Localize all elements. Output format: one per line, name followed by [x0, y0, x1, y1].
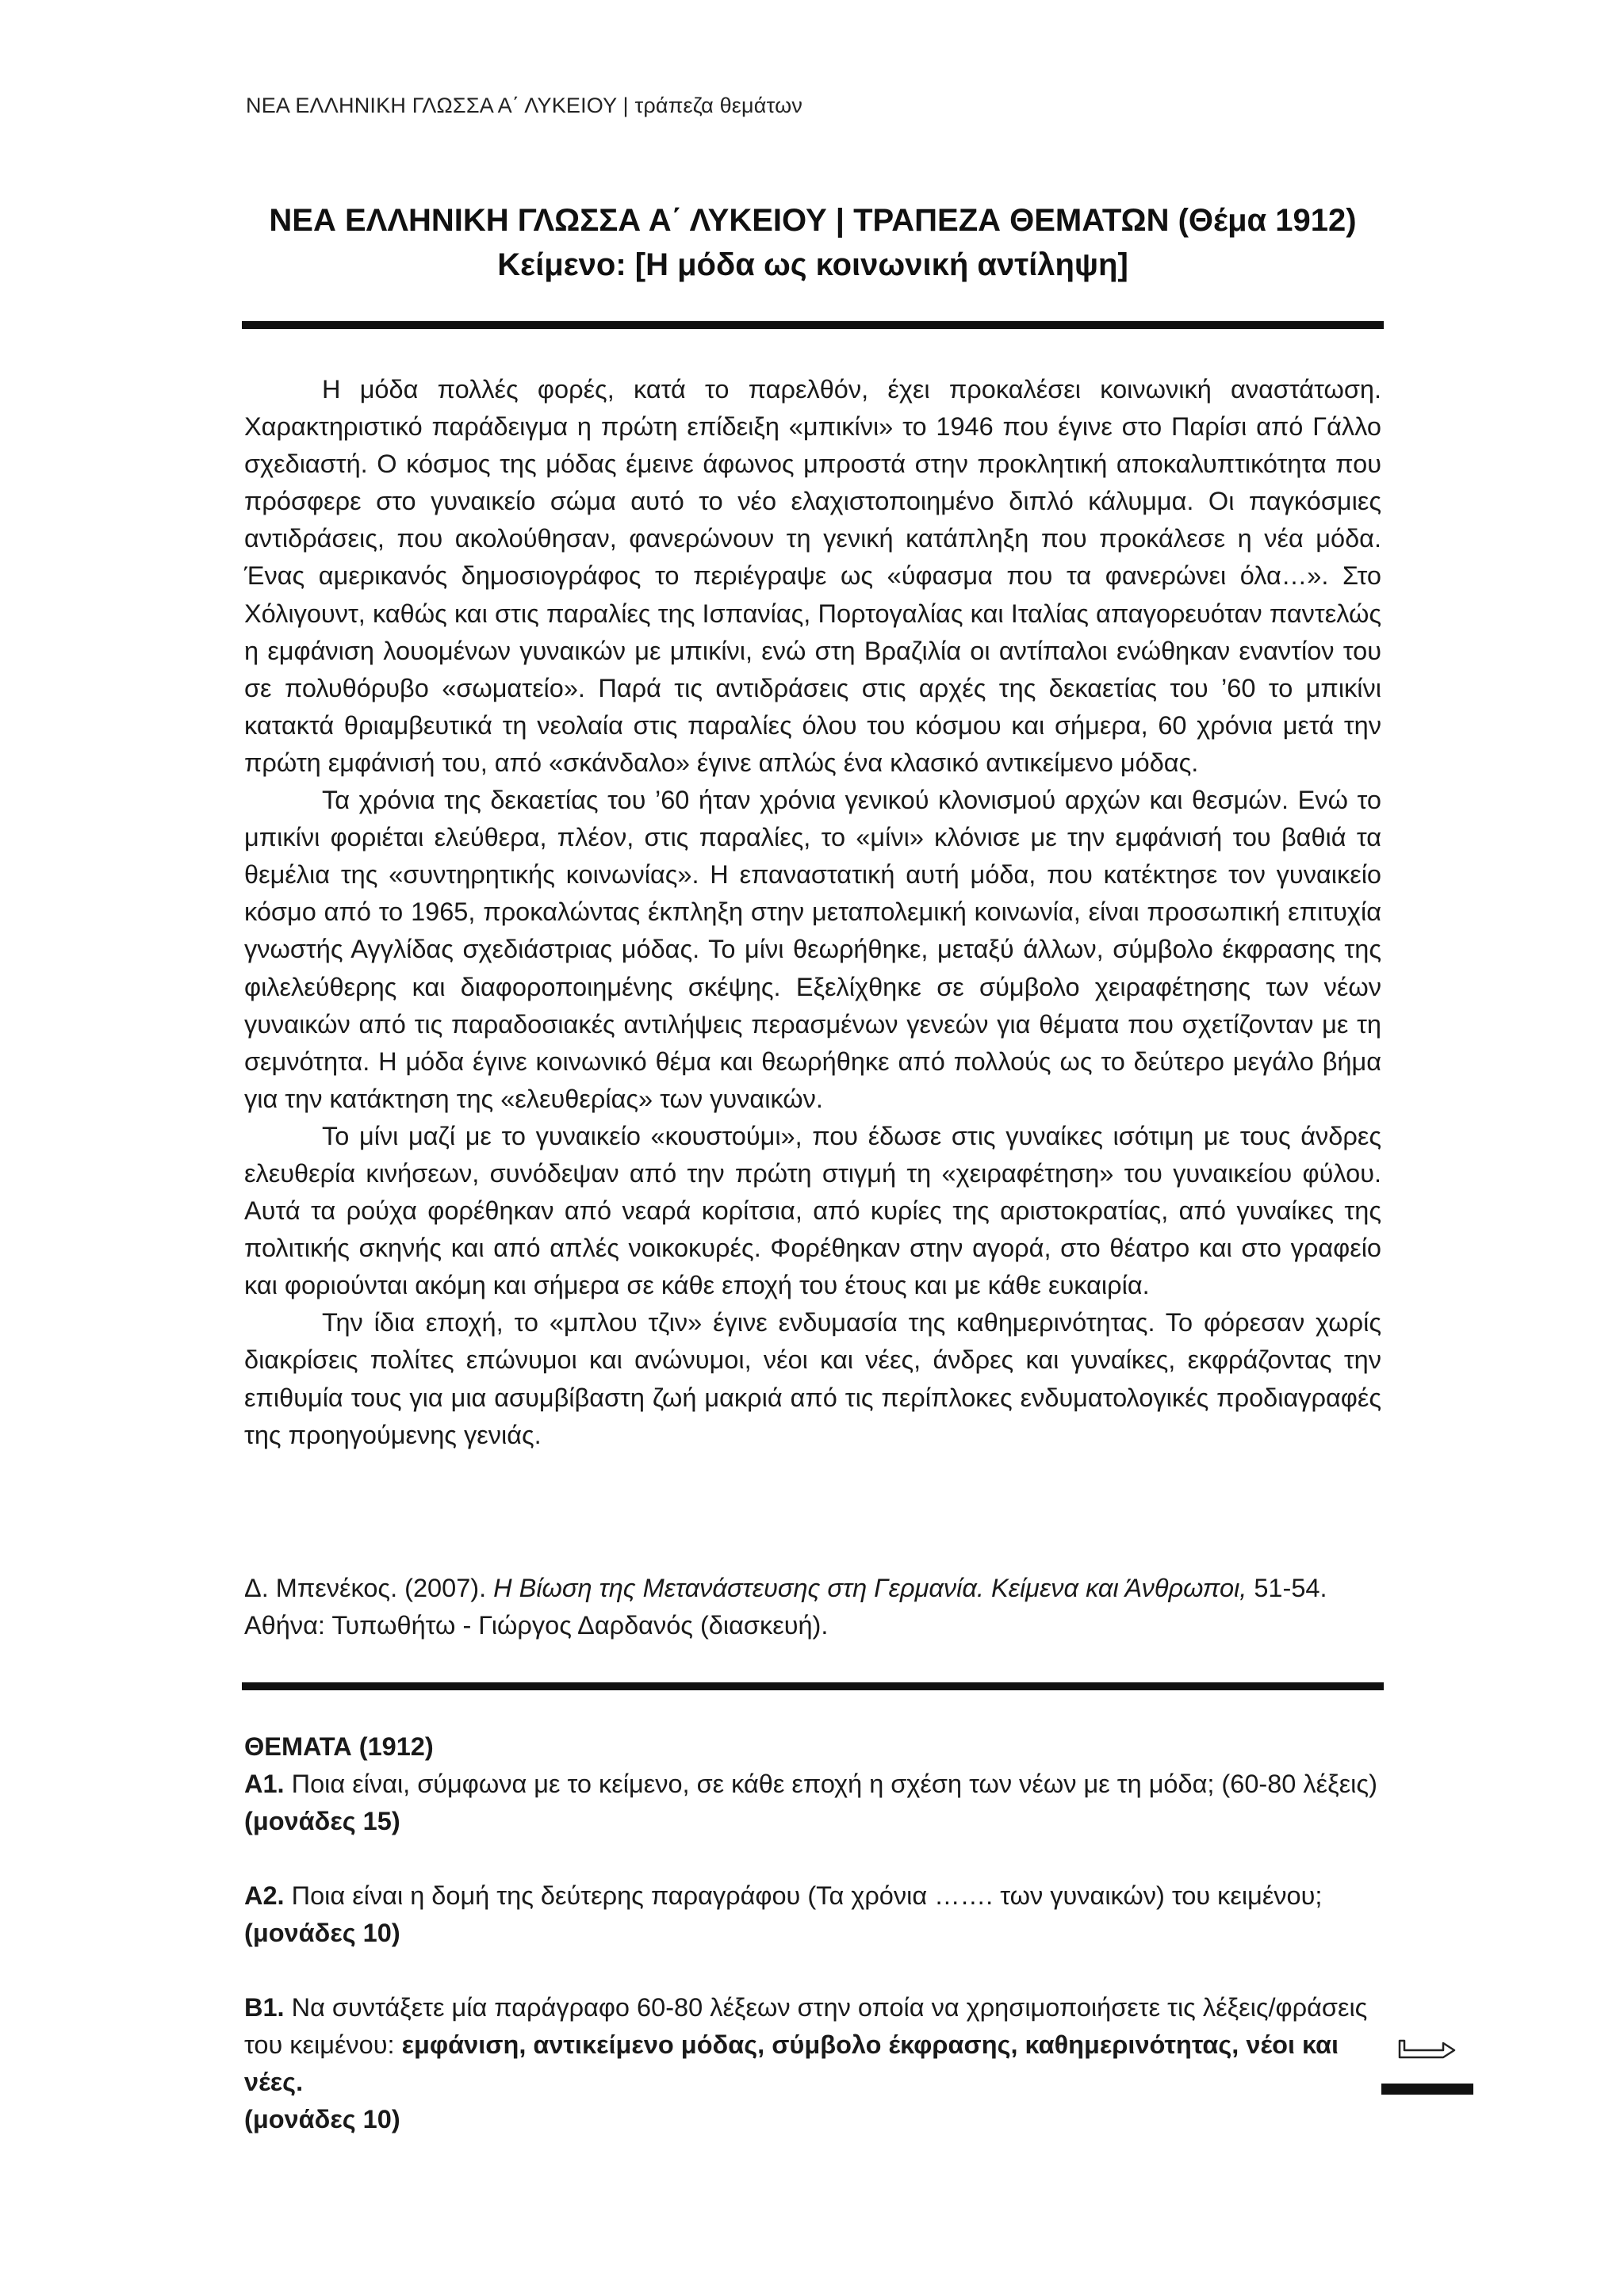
- citation: [244, 1570, 1381, 1644]
- question-a1: [244, 1766, 1381, 1840]
- citation-publisher: 51-54. Αθήνα: Τυπωθήτω - Γιώργος Δαρδανός (διασκευή).: [244, 1574, 1327, 1640]
- question-keywords: εμφάνιση, αντικείμενο μόδας, σύμβολο έκφρασης, καθημερινότητας, νέοι και νέες.: [244, 2030, 1339, 2096]
- paragraph-1: Η μόδα πολλές φορές, κατά το παρελθόν, έχει προκαλέσει κοινωνική αναστάτωση. Χαρακτηριστικό παράδειγμα η πρώτη επίδειξη «μπικίνι» το 1946 που έγινε στο Παρίσι από Γάλλο σχεδιαστή. Ο κόσμος της μόδας έμεινε άφωνος μπροστά στην προκλητική αποκαλυπτικότητα που πρόσφερε στο γυναικείο σώμα αυτό το νέο ελαχιστοποιημένο διπλό κάλυμμα. Οι παγκόσμιες αντιδράσεις, που ακολούθησαν, φανερώνουν τη γενική κατάπληξη που προκάλεσε η νέα μόδα. Ένας αμερικανός δημοσιογράφος το περιέγραψε ως «ύφασμα που τα φανερώνει όλα…». Στο Χόλιγουντ, καθώς και στις παραλίες της Ισπανίας, Πορτογαλίας και Ιταλίας απαγορευόταν παντελώς η εμφάνιση λουομένων γυναικών με μπικίνι, ενώ στη Βραζιλία οι αντίπαλοι ενώθηκαν εναντίον του σε πολυθόρυβο «σωματείο». Παρά τις αντιδράσεις στις αρχές της δεκαετίας του ’60 το μπικίνι κατακτά θριαμβευτικά τη νεολαία στις παραλίες όλου του κόσμου και σήμερα, 60 χρόνια μετά την πρώτη εμφάνισή του, από «σκάνδαλο» έγινε απλώς ένα κλασικό αντικείμενο μόδας.: [244, 375, 1381, 777]
- question-points: (μονάδες 15): [244, 1807, 400, 1835]
- title-line-1: ΝΕΑ ΕΛΛΗΝΙΚΗ ΓΛΩΣΣΑ Α΄ ΛΥΚΕΙΟΥ | ΤΡΑΠΕΖΑ ΘΕΜΑΤΩΝ (Θέμα 1912): [269, 203, 1357, 238]
- citation-work: Η Βίωση της Μετανάστευσης στη Γερμανία. Κείμενα και Άνθρωποι,: [493, 1574, 1247, 1602]
- question-b1: [244, 1989, 1381, 2138]
- questions-heading: ΘΕΜΑΤΑ (1912): [244, 1732, 434, 1761]
- article-body: [244, 371, 1381, 1454]
- running-header: ΝΕΑ ΕΛΛΗΝΙΚΗ ΓΛΩΣΣΑ Α΄ ΛΥΚΕΙΟΥ | τράπεζα θεμάτων: [246, 94, 803, 117]
- question-label: Α2.: [244, 1881, 285, 1910]
- question-label: Α1.: [244, 1770, 285, 1798]
- page-turn-icon[interactable]: [1397, 2036, 1457, 2060]
- paragraph-2: Τα χρόνια της δεκαετίας του ’60 ήταν χρόνια γενικού κλονισμού αρχών και θεσμών. Ενώ το μπικίνι φοριέται ελεύθερα, πλέον, στις παραλίες, το «μίνι» κλόνισε με την εμφάνισή του βαθιά τα θεμέλια της «συντηρητικής κοινωνίας». Η επαναστατική αυτή μόδα, που κατέκτησε τον γυναικείο κόσμο από το 1965, προκαλώντας έκπληξη στην μεταπολεμική κοινωνία, είναι προσωπική επιτυχία γνωστής Αγγλίδας σχεδιάστριας μόδας. Το μίνι θεωρήθηκε, μεταξύ άλλων, σύμβολο έκφρασης της φιλελεύθερης και διαφοροποιημένης σκέψης. Εξελίχθηκε σε σύμβολο χειραφέτησης των νέων γυναικών από τις παραδοσιακές αντιλήψεις περασμένων γενεών για θέματα που σχετίζονταν με τη σεμνότητα. Η μόδα έγινε κοινωνικό θέμα και θεωρήθηκε από πολλούς ως το δεύτερο μεγάλο βήμα για την κατάκτηση της «ελευθερίας» των γυναικών.: [244, 786, 1381, 1113]
- question-label: Β1.: [244, 1993, 285, 2022]
- question-points: (μονάδες 10): [244, 1919, 400, 1947]
- paragraph-3: Το μίνι μαζί με το γυναικείο «κουστούμι», που έδωσε στις γυναίκες ισότιμη με τους άνδρες ελευθερία κινήσεων, συνόδεψαν από την πρώτη στιγμή τη «χειραφέτηση» του γυναικείου φύλου. Αυτά τα ρούχα φορέθηκαν από νεαρά κορίτσια, από κυρίες της αριστοκρατίας, από γυναίκες της πολιτικής σκηνής και από απλές νοικοκυρές. Φορέθηκαν στην αγορά, στο θέατρο και στο γραφείο και φοριούνται ακόμη και σήμερα σε κάθε εποχή του έτους και με κάθε ευκαιρία.: [244, 1121, 1381, 1300]
- document-title: [242, 198, 1384, 287]
- page-footer-bar: [1381, 2084, 1473, 2095]
- questions-section: [244, 1728, 1381, 2175]
- title-line-2: Κείμενο: [Η μόδα ως κοινωνική αντίληψη]: [497, 247, 1128, 282]
- citation-author: Δ. Μπενέκος. (2007).: [244, 1574, 494, 1602]
- question-text: Ποια είναι, σύμφωνα με το κείμενο, σε κάθε εποχή η σχέση των νέων με τη μόδα; (60-80 λέξεις): [284, 1770, 1377, 1798]
- question-text: Ποια είναι η δομή της δεύτερης παραγράφου (Τα χρόνια ……. των γυναικών) του κειμένου;: [284, 1881, 1323, 1910]
- question-text: Να συντάξετε μία παράγραφο 60-80 λέξεων στην οποία να χρησιμοποιήσετε τις λέξεις/φράσεις του κειμένου:: [244, 1993, 1368, 2059]
- question-a2: [244, 1877, 1381, 1952]
- question-points: (μονάδες 10): [244, 2105, 400, 2133]
- top-divider: [242, 321, 1384, 329]
- section-divider: [242, 1682, 1384, 1690]
- paragraph-4: Την ίδια εποχή, το «μπλου τζιν» έγινε ενδυμασία της καθημερινότητας. Το φόρεσαν χωρίς διακρίσεις πολίτες επώνυμοι και ανώνυμοι, νέοι και νέες, άνδρες και γυναίκες, εκφράζοντας την επιθυμία τους για μια ασυμβίβαστη ζωή μακριά από τις περίπλοκες ενδυματολογικές προδιαγραφές της προηγούμενης γενιάς.: [244, 1308, 1381, 1449]
